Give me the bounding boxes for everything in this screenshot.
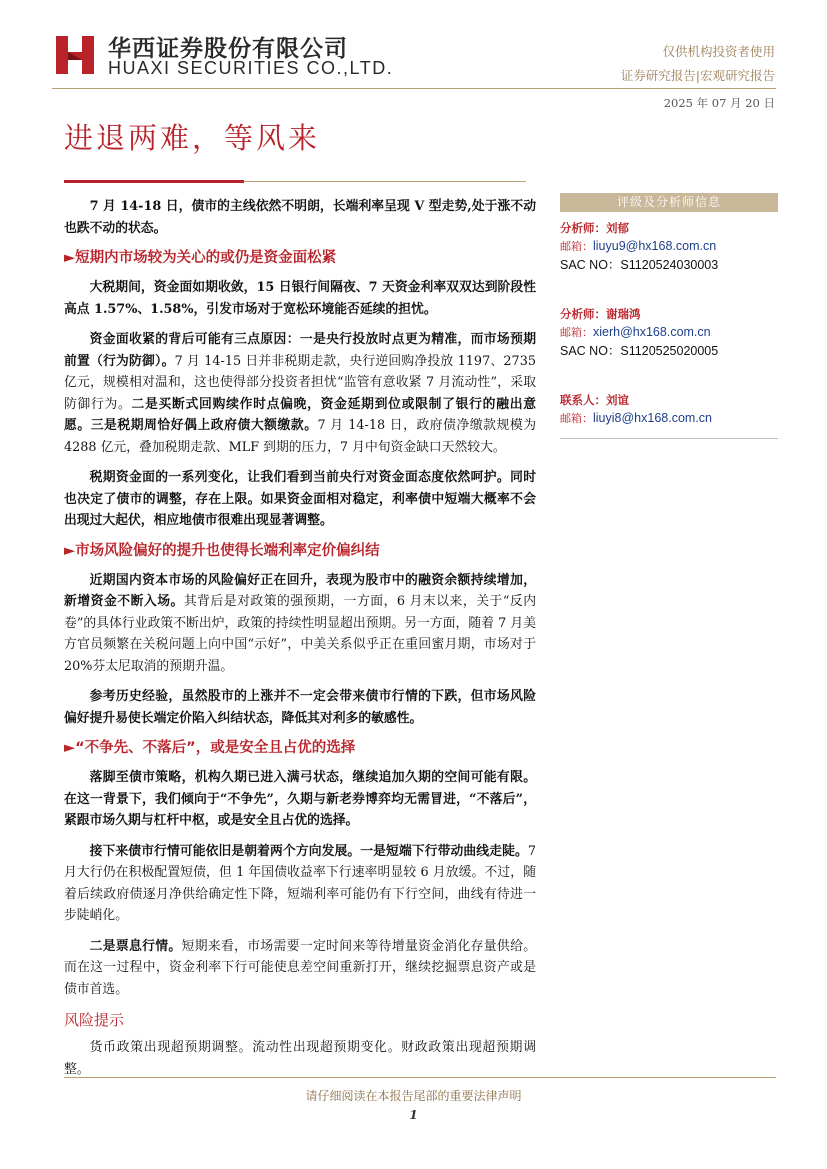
main-content [64,196,536,1089]
analyst-card [560,305,778,360]
paragraph: 资金面收紧的背后可能有三点原因：一是央行投放时点更为精准，而市场预期前置（行为防御）。7 月 14-15 日并非税期走款，央行逆回购净投放 1197、2735 亿元，规模相对温和，这也使得部分投资者担忧“监管有意收紧 7 月流动性”，采取防御行为。二是买断式回购续作时点偏晚，资金延期到位或限制了银行的融出意愿。三是税期周恰好偶上政府债大额缴款。7 月 14-18 日，政府债净缴款规模为 4288 亿元，叠加税期走款、MLF 到期的压力，7 月中旬资金缺口天然较大。 [64,332,537,455]
risk-heading: 风险提示 [64,1011,125,1029]
contact-email: 邮箱：liuyi8@hx168.com.cn [560,411,712,425]
analyst-sac: SAC NO：S1120524030003 [560,258,719,272]
analyst-name: 分析师：谢瑞鸿 [560,307,641,321]
paragraph: 大税期间，资金面如期收敛，15 日银行间隔夜、7 天资金利率双双达到阶段性高点 1.57%、1.58%，引发市场对于宽松环境能否延续的担忧。 [64,280,536,317]
risk-text: 货币政策出现超预期调整。流动性出现超预期变化。财政政策出现超预期调整。 [64,1040,536,1077]
section-heading-3: ►“不争先、不落后”，或是安全且占优的选择 [64,740,356,756]
company-name-cn: 华西证券股份有限公司 [108,36,348,62]
analyst-sac: SAC NO：S1120525020005 [560,344,719,358]
contact-card [560,391,778,428]
header-divider [52,88,776,89]
email-link[interactable]: xierh@hx168.com.cn [593,325,711,339]
arrow-icon: ► [64,740,76,756]
audience-note: 仅供机构投资者使用 [662,44,775,59]
email-link[interactable]: liuyu9@hx168.com.cn [593,239,717,253]
report-type: 证券研究报告|宏观研究报告 [620,68,775,83]
company-logo [52,32,98,78]
analyst-name: 分析师：刘郁 [560,221,629,235]
report-date: 2025 年 07 月 20 日 [663,96,775,110]
paragraph: 二是票息行情。短期来看，市场需要一定时间来等待增量资金消化存量供给。而在这一过程中，资金利率下行可能使息差空间重新打开，继续挖掘票息资产或是债市首选。 [64,938,537,997]
report-title: 进退两难，等风来 [64,121,321,155]
analyst-panel [560,193,778,439]
analyst-panel-heading: 评级及分析师信息 [560,193,778,212]
lead-paragraph: 7 月 14-18 日，债市的主线依然不明朗，长端利率呈现 V 型走势,处于涨不动也跌不动的状态。 [64,199,536,236]
title-divider [244,181,526,182]
panel-divider [560,438,778,439]
paragraph: 参考历史经验，虽然股市的上涨并不一定会带来债市行情的下跌，但市场风险偏好提升易使长端定价陷入纠结状态，降低其对利多的敏感性。 [64,689,536,726]
paragraph: 近期国内资本市场的风险偏好正在回升，表现为股市中的融资余额持续增加，新增资金不断入场。其背后是对政策的强预期，一方面，6 月末以来，关于“反内卷”的具体行业政策不断出炉，政策的持续性明显超出预期。另一方面，随着 7 月美方官员频繁在关税问题上向中国“示好”，中美关系似乎正在重回蜜月期，市场对于 20%芬太尼取消的预期升温。 [64,572,536,674]
page-number: 1 [409,1108,418,1122]
section-heading-1: ►短期内市场较为关心的或仍是资金面松紧 [64,250,337,266]
footer-disclaimer: 请仔细阅读在本报告尾部的重要法律声明 [305,1089,522,1103]
contact-name: 联系人：刘谊 [560,393,629,407]
arrow-icon: ► [64,250,76,266]
analyst-email: 邮箱：xierh@hx168.com.cn [560,325,711,339]
analyst-card [560,219,778,274]
email-link[interactable]: liuyi8@hx168.com.cn [593,411,712,425]
analyst-email: 邮箱：liuyu9@hx168.com.cn [560,239,717,253]
title-accent-rule [64,180,244,183]
paragraph: 落脚至债市策略，机构久期已进入满弓状态，继续追加久期的空间可能有限。在这一背景下，我们倾向于“不争先”，久期与新老券博弈均无需冒进，“不落后”，紧跟市场久期与杠杆中枢，或是安全且占优的选择。 [64,770,536,828]
paragraph: 接下来债市行情可能依旧是朝着两个方向发展。一是短端下行带动曲线走陡。7 月大行仍在积极配置短债，但 1 年国债收益率下行速率明显较 6 月放缓。不过，随着后续政府债逐月净供给确定性下降，短端利率可能仍有下行空间，曲线有待进一步陡峭化。 [64,843,536,923]
arrow-icon: ► [64,542,76,559]
company-name-en: HUAXI SECURITIES CO.,LTD. [108,58,394,78]
footer-divider [64,1077,776,1078]
paragraph: 税期资金面的一系列变化，让我们看到当前央行对资金面态度依然呵护。同时也决定了债市的调整，存在上限。如果资金面相对稳定，利率债中短端大概率不会出现过大起伏，相应地债市很难出现显著调整。 [64,470,536,528]
section-heading-2: ►市场风险偏好的提升也使得长端利率定价偏纠结 [64,542,380,559]
